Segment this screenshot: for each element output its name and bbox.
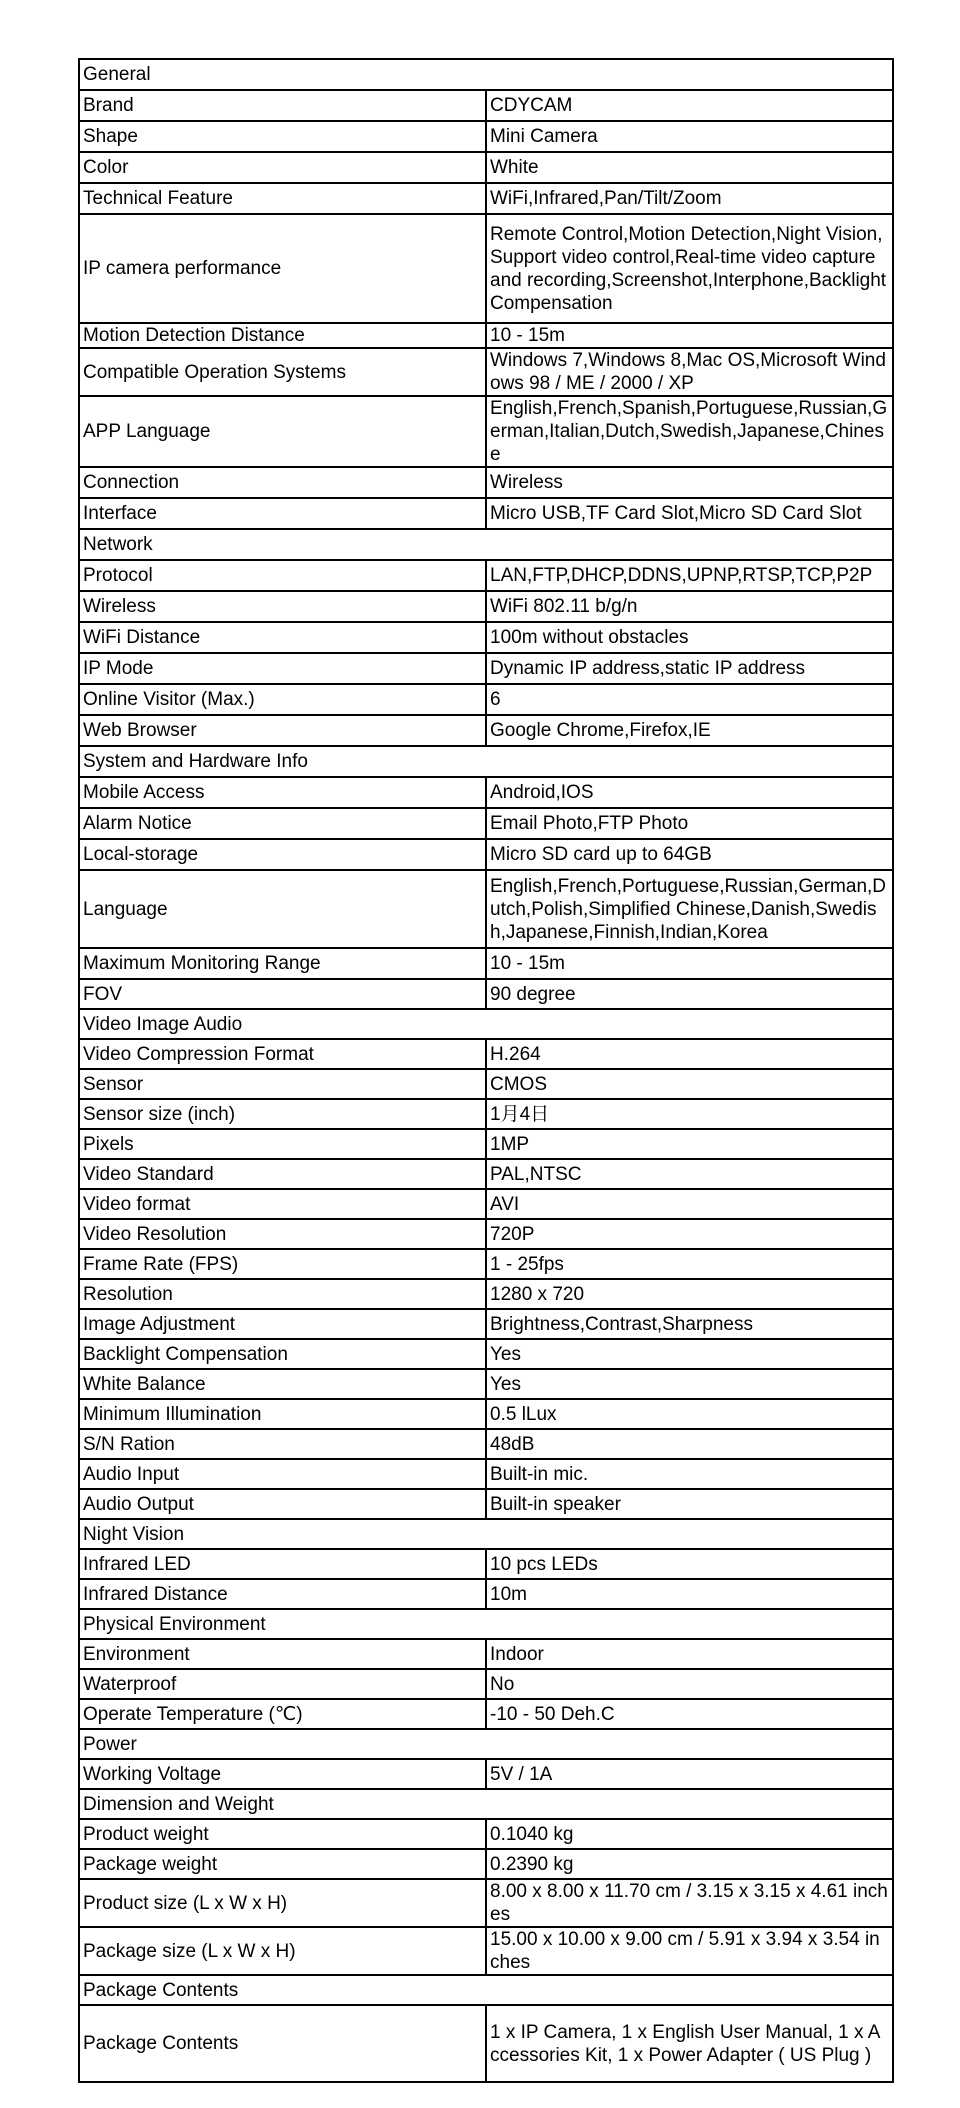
spec-key: Motion Detection Distance	[79, 323, 486, 348]
spec-value: 48dB	[486, 1429, 893, 1459]
spec-value: 100m without obstacles	[486, 622, 893, 653]
spec-value: 10m	[486, 1579, 893, 1609]
spec-table	[78, 58, 894, 2083]
spec-row	[79, 715, 893, 746]
spec-row	[79, 1129, 893, 1159]
spec-row	[79, 1579, 893, 1609]
spec-key: Interface	[79, 498, 486, 529]
spec-row	[79, 1039, 893, 1069]
spec-row	[79, 1549, 893, 1579]
spec-value: 15.00 x 10.00 x 9.00 cm / 5.91 x 3.94 x 3.54 inches	[486, 1927, 893, 1975]
spec-key: Video Compression Format	[79, 1039, 486, 1069]
spec-value: 1 - 25fps	[486, 1249, 893, 1279]
spec-value: 90 degree	[486, 979, 893, 1009]
spec-value: 1MP	[486, 1129, 893, 1159]
spec-row	[79, 1699, 893, 1729]
spec-row	[79, 1369, 893, 1399]
spec-value: English,French,Portuguese,Russian,German,Dutch,Polish,Simplified Chinese,Danish,Swedish,Japanese,Finnish,Indian,Korea	[486, 870, 893, 948]
section-title: Package Contents	[79, 1975, 893, 2005]
spec-value: Windows 7,Windows 8,Mac OS,Microsoft Windows 98 / ME / 2000 / XP	[486, 348, 893, 396]
spec-value: Micro SD card up to 64GB	[486, 839, 893, 870]
spec-row	[79, 560, 893, 591]
spec-key: WiFi Distance	[79, 622, 486, 653]
spec-key: Maximum Monitoring Range	[79, 948, 486, 979]
spec-row	[79, 1669, 893, 1699]
spec-key: Infrared Distance	[79, 1579, 486, 1609]
spec-row	[79, 348, 893, 396]
spec-key: Package Contents	[79, 2005, 486, 2082]
spec-value: PAL,NTSC	[486, 1159, 893, 1189]
spec-key: White Balance	[79, 1369, 486, 1399]
spec-value: CDYCAM	[486, 90, 893, 121]
spec-key: Language	[79, 870, 486, 948]
spec-key: Image Adjustment	[79, 1309, 486, 1339]
spec-value: English,French,Spanish,Portuguese,Russian,German,Italian,Dutch,Swedish,Japanese,Chinese	[486, 396, 893, 467]
spec-key: Color	[79, 152, 486, 183]
spec-value: Yes	[486, 1339, 893, 1369]
spec-row	[79, 1489, 893, 1519]
spec-key: Wireless	[79, 591, 486, 622]
spec-value: 10 - 15m	[486, 948, 893, 979]
section-header-row	[79, 1729, 893, 1759]
spec-key: Environment	[79, 1639, 486, 1669]
spec-value: 10 pcs LEDs	[486, 1549, 893, 1579]
section-title: Physical Environment	[79, 1609, 893, 1639]
spec-value: 6	[486, 684, 893, 715]
spec-value: Yes	[486, 1369, 893, 1399]
spec-row	[79, 622, 893, 653]
spec-value: 1 x IP Camera, 1 x English User Manual, 1 x Accessories Kit, 1 x Power Adapter ( US Plug )	[486, 2005, 893, 2082]
section-header-row	[79, 1975, 893, 2005]
spec-row	[79, 1189, 893, 1219]
spec-key: Local-storage	[79, 839, 486, 870]
section-title: Night Vision	[79, 1519, 893, 1549]
spec-row	[79, 1339, 893, 1369]
spec-row	[79, 121, 893, 152]
spec-key: Sensor size (inch)	[79, 1099, 486, 1129]
spec-key: Product size (L x W x H)	[79, 1879, 486, 1927]
spec-row	[79, 90, 893, 121]
section-title: Dimension and Weight	[79, 1789, 893, 1819]
spec-row	[79, 948, 893, 979]
spec-key: APP Language	[79, 396, 486, 467]
spec-row	[79, 979, 893, 1009]
spec-value: CMOS	[486, 1069, 893, 1099]
spec-key: Operate Temperature (℃)	[79, 1699, 486, 1729]
spec-row	[79, 1759, 893, 1789]
spec-key: Mobile Access	[79, 777, 486, 808]
spec-row	[79, 1399, 893, 1429]
spec-value: 720P	[486, 1219, 893, 1249]
spec-value: -10 - 50 Deh.C	[486, 1699, 893, 1729]
spec-key: Brand	[79, 90, 486, 121]
spec-value: Google Chrome,Firefox,IE	[486, 715, 893, 746]
spec-row	[79, 1099, 893, 1129]
section-title: Network	[79, 529, 893, 560]
spec-value: Wireless	[486, 467, 893, 498]
spec-key: S/N Ration	[79, 1429, 486, 1459]
section-title: System and Hardware Info	[79, 746, 893, 777]
spec-value: 10 - 15m	[486, 323, 893, 348]
section-header-row	[79, 1789, 893, 1819]
spec-key: Video Resolution	[79, 1219, 486, 1249]
spec-key: Product weight	[79, 1819, 486, 1849]
spec-value: Android,IOS	[486, 777, 893, 808]
spec-key: Resolution	[79, 1279, 486, 1309]
spec-key: IP camera performance	[79, 214, 486, 323]
spec-row	[79, 1429, 893, 1459]
spec-key: Connection	[79, 467, 486, 498]
spec-row	[79, 396, 893, 467]
spec-row	[79, 1249, 893, 1279]
spec-value: WiFi,Infrared,Pan/Tilt/Zoom	[486, 183, 893, 214]
spec-table-body	[79, 59, 893, 2082]
spec-key: Online Visitor (Max.)	[79, 684, 486, 715]
spec-key: Audio Output	[79, 1489, 486, 1519]
spec-value: No	[486, 1669, 893, 1699]
spec-row	[79, 1069, 893, 1099]
spec-row	[79, 323, 893, 348]
spec-key: Backlight Compensation	[79, 1339, 486, 1369]
spec-value: WiFi 802.11 b/g/n	[486, 591, 893, 622]
spec-value: LAN,FTP,DHCP,DDNS,UPNP,RTSP,TCP,P2P	[486, 560, 893, 591]
spec-row	[79, 152, 893, 183]
spec-row	[79, 214, 893, 323]
spec-value: Built-in speaker	[486, 1489, 893, 1519]
spec-row	[79, 839, 893, 870]
section-header-row	[79, 1009, 893, 1039]
spec-row	[79, 870, 893, 948]
spec-row	[79, 1879, 893, 1927]
section-header-row	[79, 59, 893, 90]
spec-key: Package weight	[79, 1849, 486, 1879]
spec-key: Web Browser	[79, 715, 486, 746]
spec-row	[79, 1927, 893, 1975]
spec-key: Protocol	[79, 560, 486, 591]
spec-value: Dynamic IP address,static IP address	[486, 653, 893, 684]
spec-value: Built-in mic.	[486, 1459, 893, 1489]
section-title: General	[79, 59, 893, 90]
spec-row	[79, 183, 893, 214]
spec-value: 1280 x 720	[486, 1279, 893, 1309]
spec-row	[79, 498, 893, 529]
spec-value: Micro USB,TF Card Slot,Micro SD Card Slot	[486, 498, 893, 529]
spec-key: Sensor	[79, 1069, 486, 1099]
spec-row	[79, 653, 893, 684]
section-header-row	[79, 746, 893, 777]
spec-row	[79, 684, 893, 715]
spec-row	[79, 808, 893, 839]
spec-row	[79, 1639, 893, 1669]
spec-row	[79, 1459, 893, 1489]
section-title: Power	[79, 1729, 893, 1759]
spec-value: 1月4日	[486, 1099, 893, 1129]
spec-row	[79, 1219, 893, 1249]
spec-key: Frame Rate (FPS)	[79, 1249, 486, 1279]
spec-value: AVI	[486, 1189, 893, 1219]
section-header-row	[79, 529, 893, 560]
section-title: Video Image Audio	[79, 1009, 893, 1039]
spec-value: H.264	[486, 1039, 893, 1069]
section-header-row	[79, 1519, 893, 1549]
spec-value: 0.1040 kg	[486, 1819, 893, 1849]
spec-value: Email Photo,FTP Photo	[486, 808, 893, 839]
spec-value: White	[486, 152, 893, 183]
spec-key: Minimum Illumination	[79, 1399, 486, 1429]
spec-key: Pixels	[79, 1129, 486, 1159]
spec-key: IP Mode	[79, 653, 486, 684]
spec-key: Technical Feature	[79, 183, 486, 214]
spec-row	[79, 1819, 893, 1849]
spec-row	[79, 591, 893, 622]
spec-key: Waterproof	[79, 1669, 486, 1699]
spec-key: Alarm Notice	[79, 808, 486, 839]
spec-value: 8.00 x 8.00 x 11.70 cm / 3.15 x 3.15 x 4.61 inches	[486, 1879, 893, 1927]
spec-key: Audio Input	[79, 1459, 486, 1489]
spec-row	[79, 1849, 893, 1879]
spec-key: Shape	[79, 121, 486, 152]
spec-value: 5V / 1A	[486, 1759, 893, 1789]
spec-row	[79, 1279, 893, 1309]
spec-value: Brightness,Contrast,Sharpness	[486, 1309, 893, 1339]
spec-key: Working Voltage	[79, 1759, 486, 1789]
spec-key: FOV	[79, 979, 486, 1009]
spec-key: Package size (L x W x H)	[79, 1927, 486, 1975]
section-header-row	[79, 1609, 893, 1639]
spec-value: 0.5 lLux	[486, 1399, 893, 1429]
spec-row	[79, 777, 893, 808]
spec-value: 0.2390 kg	[486, 1849, 893, 1879]
spec-key: Compatible Operation Systems	[79, 348, 486, 396]
spec-row	[79, 2005, 893, 2082]
spec-row	[79, 1159, 893, 1189]
spec-row	[79, 467, 893, 498]
spec-row	[79, 1309, 893, 1339]
spec-key: Video format	[79, 1189, 486, 1219]
spec-key: Video Standard	[79, 1159, 486, 1189]
spec-value: Remote Control,Motion Detection,Night Vision,Support video control,Real-time video capture and recording,Screenshot,Interphone,Backlight Compensation	[486, 214, 893, 323]
spec-key: Infrared LED	[79, 1549, 486, 1579]
spec-value: Mini Camera	[486, 121, 893, 152]
spec-value: Indoor	[486, 1639, 893, 1669]
